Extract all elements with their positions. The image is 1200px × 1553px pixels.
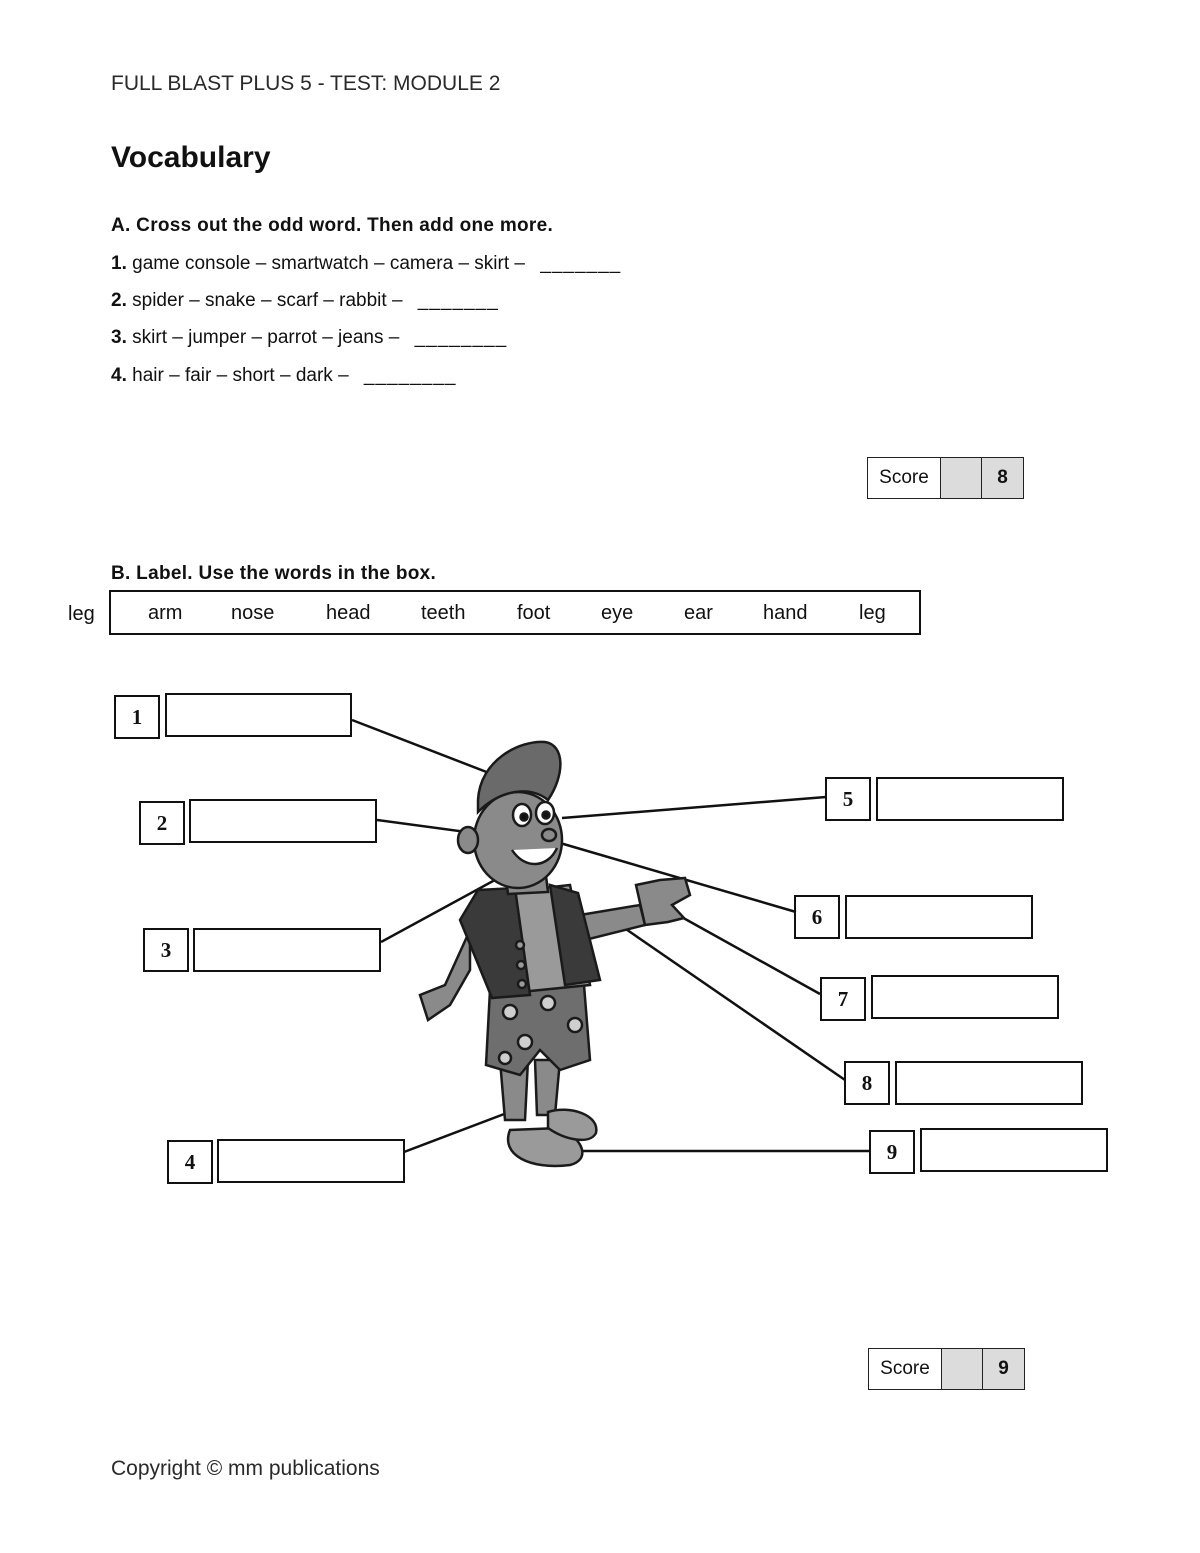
score-total: 8: [982, 458, 1023, 498]
label-number-3: 3: [143, 928, 189, 972]
label-number-4: 4: [167, 1140, 213, 1184]
answer-blank[interactable]: ________: [414, 327, 508, 348]
word-box-item: teeth: [421, 602, 466, 624]
word-box-item: arm: [148, 602, 183, 624]
answer-box-4[interactable]: [217, 1139, 405, 1183]
page-title: Vocabulary: [111, 141, 271, 174]
answer-blank[interactable]: _______: [540, 253, 622, 274]
answer-box-3[interactable]: [193, 928, 381, 972]
label-number-7: 7: [820, 977, 866, 1021]
section-b-instruction: B. Label. Use the words in the box.: [111, 563, 437, 584]
connector-lines: [352, 720, 870, 1152]
score-total: 9: [983, 1349, 1024, 1389]
word-box-item: hand: [763, 602, 808, 624]
score-box-b: [868, 1348, 1025, 1390]
page-header: FULL BLAST PLUS 5 - TEST: MODULE 2: [111, 72, 501, 95]
label-number-6: 6: [794, 895, 840, 939]
answer-box-7[interactable]: [871, 975, 1059, 1019]
score-label: Score: [868, 458, 941, 498]
list-item: 2. spider – snake – scarf – rabbit – _______: [111, 290, 499, 311]
label-number-1: 1: [114, 695, 160, 739]
outside-word: leg: [68, 603, 95, 625]
word-box-item: head: [326, 602, 371, 624]
score-input[interactable]: [942, 1349, 983, 1389]
label-number-9: 9: [869, 1130, 915, 1174]
answer-box-9[interactable]: [920, 1128, 1108, 1172]
boy-figure: [420, 742, 690, 1166]
list-item: 4. hair – fair – short – dark – ________: [111, 365, 457, 386]
copyright-footer: Copyright © mm publications: [111, 1457, 380, 1480]
word-box-item: nose: [231, 602, 275, 624]
word-box-item: ear: [684, 602, 713, 624]
score-label: Score: [869, 1349, 942, 1389]
word-box-item: foot: [517, 602, 551, 624]
list-item: 3. skirt – jumper – parrot – jeans – ________: [111, 327, 508, 348]
answer-box-8[interactable]: [895, 1061, 1083, 1105]
label-number-2: 2: [139, 801, 185, 845]
label-number-8: 8: [844, 1061, 890, 1105]
word-box-item: eye: [601, 602, 634, 624]
answer-box-6[interactable]: [845, 895, 1033, 939]
answer-blank[interactable]: ________: [363, 365, 457, 386]
answer-box-5[interactable]: [876, 777, 1064, 821]
list-item: 1. game console – smartwatch – camera – skirt – _______: [111, 253, 622, 274]
answer-box-1[interactable]: [165, 693, 352, 737]
answer-box-2[interactable]: [189, 799, 377, 843]
answer-blank[interactable]: _______: [417, 290, 499, 311]
label-number-5: 5: [825, 777, 871, 821]
word-box-item: leg: [859, 602, 886, 624]
section-a-instruction: A. Cross out the odd word. Then add one more.: [111, 215, 554, 236]
